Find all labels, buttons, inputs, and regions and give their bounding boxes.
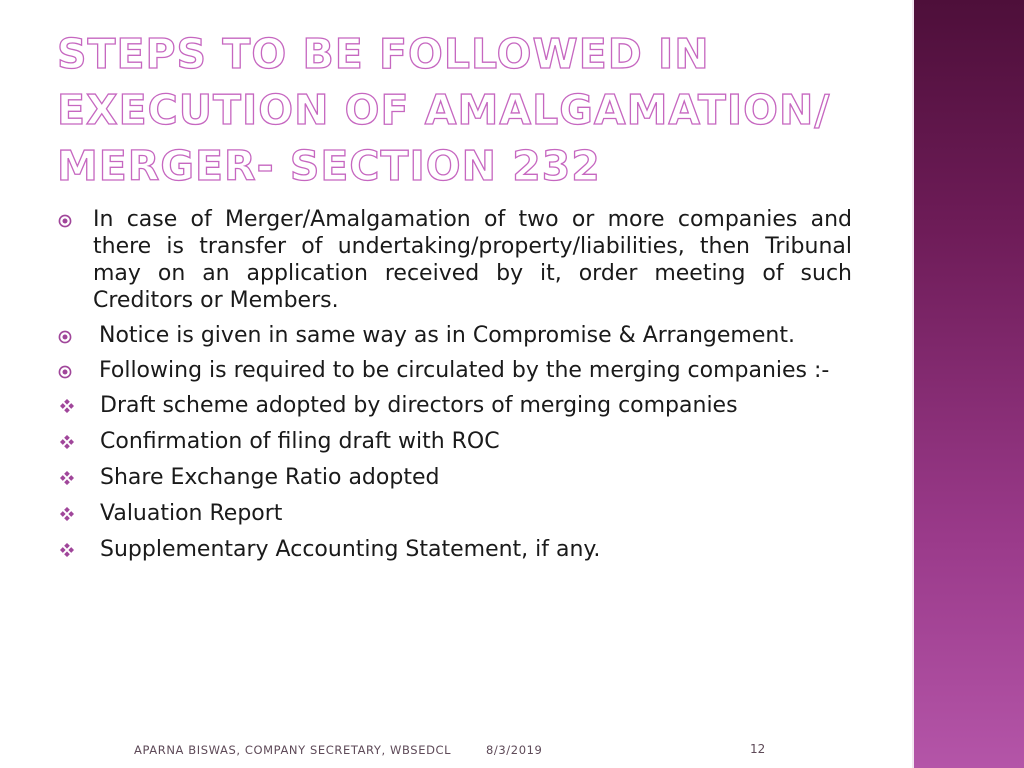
circle-bullet-icon xyxy=(58,214,72,228)
title-line: MERGER- SECTION 232 xyxy=(57,142,601,190)
list-item-text: Valuation Report xyxy=(100,501,283,526)
footer-author: APARNA BISWAS, COMPANY SECRETARY, WBSEDCL xyxy=(134,743,452,757)
footer-date: 8/3/2019 xyxy=(486,743,543,757)
side-decoration-bar xyxy=(912,0,1024,768)
page-number: 12 xyxy=(750,742,766,756)
list-item xyxy=(58,322,852,349)
list-item-text: Share Exchange Ratio adopted xyxy=(100,465,440,490)
slide-title xyxy=(57,26,897,194)
diamond-bullet-icon xyxy=(60,399,74,413)
list-item xyxy=(58,392,852,419)
list-item xyxy=(58,206,852,314)
list-item-text: Notice is given in same way as in Compromise & Arrangement. xyxy=(99,323,795,348)
list-item-text: In case of Merger/Amalgamation of two or more companies and there is transfer of undertaking/property/liabilities, then Tribunal may on an application received by it, order meeting of such Creditors or Members. xyxy=(93,207,852,313)
title-line: EXECUTION OF AMALGAMATION/ xyxy=(57,86,831,134)
list-item xyxy=(58,428,852,455)
list-item-text: Following is required to be circulated by the merging companies :- xyxy=(99,358,830,383)
list-item-text: Draft scheme adopted by directors of merging companies xyxy=(100,393,738,418)
diamond-bullet-icon xyxy=(60,507,74,521)
list-item-text: Confirmation of filing draft with ROC xyxy=(100,429,500,454)
list-item-text: Supplementary Accounting Statement, if any. xyxy=(100,537,601,562)
list-item xyxy=(58,500,852,527)
list-item xyxy=(58,357,852,384)
title-line: STEPS TO BE FOLLOWED IN xyxy=(57,30,710,78)
bullet-list xyxy=(58,206,852,572)
diamond-bullet-icon xyxy=(60,543,74,557)
diamond-bullet-icon xyxy=(60,471,74,485)
circle-bullet-icon xyxy=(58,330,72,344)
circle-bullet-icon xyxy=(58,365,72,379)
list-item xyxy=(58,536,852,563)
list-item xyxy=(58,464,852,491)
diamond-bullet-icon xyxy=(60,435,74,449)
